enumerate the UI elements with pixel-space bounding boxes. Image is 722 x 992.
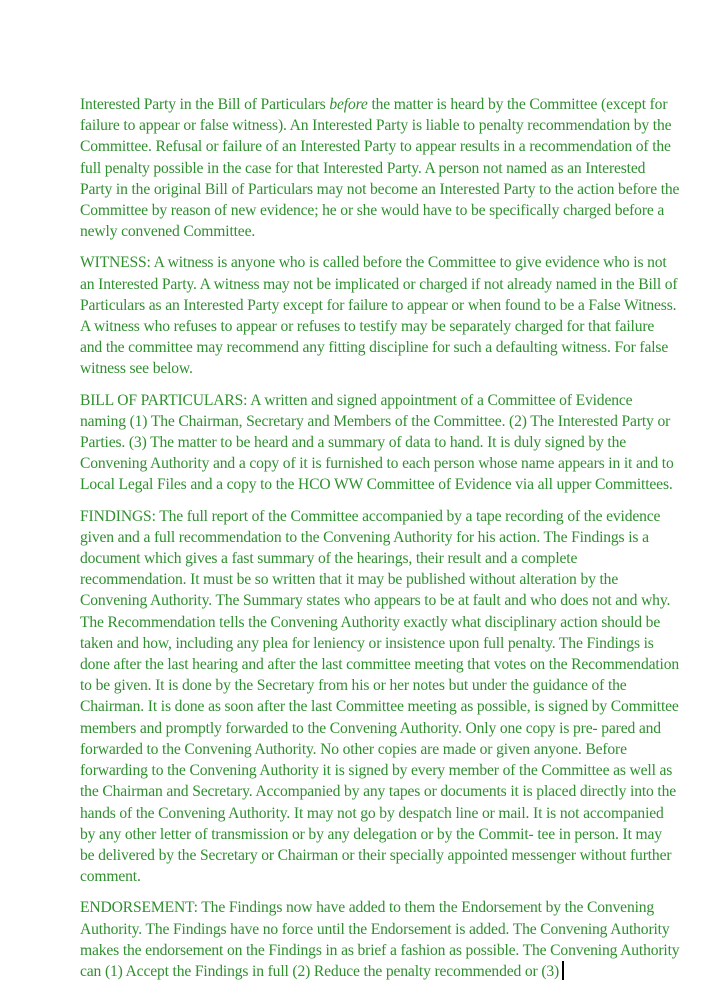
- italic-text: before: [329, 96, 368, 113]
- text-cursor: [562, 961, 564, 980]
- document-body[interactable]: [80, 94, 680, 992]
- paragraph: [80, 252, 680, 379]
- paragraph-text: the matter is heard by the Committee (except for failure to appear or false witness). An Interested Party is liable to penalty recommendation by the Committee. Refusal or failure of an Interested Party to appear results in a recommendation of the full penalty possible in the case for that Interested Party. A person not named as an Interested Party in the original Bill of Particulars may not become an Interested Party to the action before the Committee by reason of new evidence; he or she would have to be specifically charged before a newly convened Committee.: [80, 96, 680, 241]
- paragraph-text: BILL OF PARTICULARS: A written and signed appointment of a Committee of Evidence naming (1) The Chairman, Secretary and Members of the Committee. (2) The Interested Party or Parties. (3) The matter to be heard and a summary of data to hand. It is duly signed by the Convening Authority and a copy of it is furnished to each person whose name appears in it and to Local Legal Files and a copy to the HCO WW Committee of Evidence via all upper Committees.: [80, 391, 674, 494]
- paragraph-text: WITNESS: A witness is anyone who is called before the Committee to give evidence who is not an Interested Party. A witness may not be implicated or charged if not already named in the Bill of Particulars as an Interested Party except for failure to appear or when found to be a False Witness. A witness who refuses to appear or refuses to testify may be separately charged for that failure and the committee may recommend any fitting discipline for such a defaulting witness. For false witness see below.: [80, 254, 678, 378]
- paragraph-text: FINDINGS: The full report of the Committee accompanied by a tape recording of the evidence given and a full recommendation to the Convening Authority for his action. The Findings is a document which gives a fast summary of the hearings, their result and a complete recommendation. It must be so written that it may be published without alteration by the Convening Authority. The Summary states who appears to be at fault and who does not and why. The Recommendation tells the Convening Authority exactly what disciplinary action should be taken and how, including any plea for leniency or insistence upon full penalty. The Findings is done after the last hearing and after the last committee meeting that votes on the Recommendation to be given. It is done by the Secretary from his or her notes but under the guidance of the Chairman. It is done as soon after the last Committee meeting as possible, is signed by Committee members and promptly forwarded to the Convening Authority. Only one copy is pre- pared and forwarded to the Convening Authority. No other copies are made or given anyone. Before forwarding to the Convening Authority it is signed by every member of the Committee as well as the Chairman and Secretary. Accompanied by any tapes or documents it is placed directly into the hands of the Convening Authority. It may not go by despatch line or mail. It is not accompanied by any other letter of transmission or by any delegation or by the Commit- tee in person. It may be delivered by the Secretary or Chairman or their specially appointed messenger without further comment.: [80, 507, 680, 886]
- paragraph-text: Interested Party in the Bill of Particulars: [80, 96, 330, 113]
- paragraph: [80, 94, 680, 242]
- paragraph: [80, 390, 680, 496]
- paragraph: [80, 897, 680, 982]
- paragraph-text: ENDORSEMENT: The Findings now have added to them the Endorsement by the Convening Authority. The Findings have no force until the Endorsement is added. The Convening Authority makes the endorsement on the Findings in as brief a fashion as possible. The Convening Authority can (1) Accept the Findings in full (2) Reduce the penalty recommended or (3): [80, 899, 680, 980]
- paragraph: [80, 506, 680, 888]
